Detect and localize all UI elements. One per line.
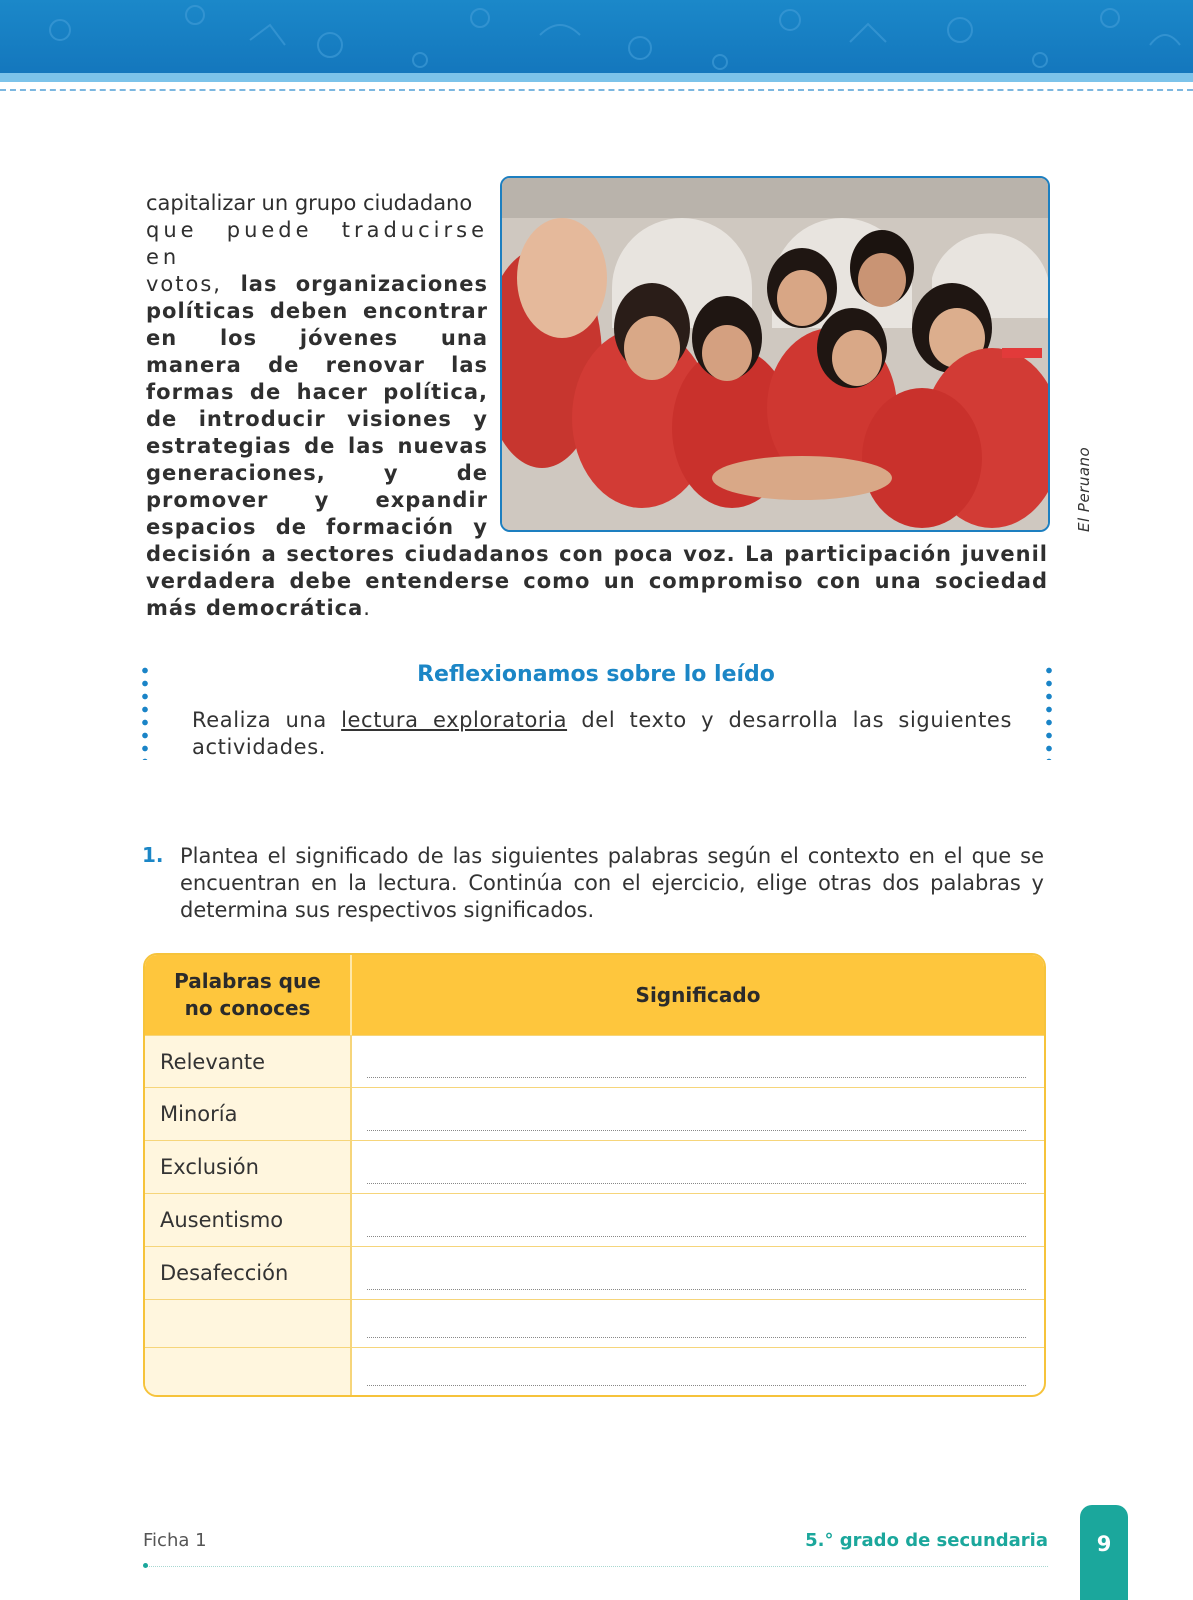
table-row bbox=[145, 1087, 1044, 1141]
passage-end: . bbox=[363, 596, 370, 620]
meaning-answer-line[interactable] bbox=[367, 1337, 1026, 1338]
meaning-answer-line[interactable] bbox=[367, 1130, 1026, 1131]
word-cell: Exclusión bbox=[160, 1155, 259, 1179]
table-row bbox=[145, 1347, 1044, 1396]
photo-container bbox=[500, 176, 1048, 530]
dotted-border-right bbox=[1046, 664, 1052, 760]
word-cell: Desafección bbox=[160, 1261, 289, 1285]
meaning-answer-line[interactable] bbox=[367, 1077, 1026, 1078]
instructions-end: del texto y desarrolla las siguientes actividades. bbox=[192, 708, 1012, 759]
table-row bbox=[145, 1140, 1044, 1194]
instructions-start: Realiza una bbox=[192, 708, 342, 732]
table-row bbox=[145, 1246, 1044, 1300]
footer-ficha: Ficha 1 bbox=[143, 1530, 207, 1551]
question-text: Plantea el significado de las siguientes palabras según el contexto en el que se encuentran en la lectura. Continúa con el ejercicio, elige otras dos palabras y determina sus respectivos significados. bbox=[180, 844, 1044, 922]
footer-grade: 5.° grado de secundaria bbox=[805, 1530, 1048, 1551]
line-3-bold: las organizaciones bbox=[240, 272, 488, 296]
header-meaning: Significado bbox=[352, 955, 1044, 1035]
section-instructions bbox=[192, 707, 1012, 761]
table-row bbox=[145, 1299, 1044, 1348]
line-1: capitalizar un grupo ciudadano bbox=[146, 191, 473, 215]
top-banner bbox=[0, 0, 1193, 73]
table-row bbox=[145, 1193, 1044, 1247]
credit-source: El Peruano bbox=[1075, 446, 1093, 532]
footer-dot bbox=[143, 1563, 148, 1568]
question-number: 1. bbox=[142, 843, 164, 867]
meaning-answer-line[interactable] bbox=[367, 1385, 1026, 1386]
banner-strip bbox=[0, 73, 1193, 82]
meaning-answer-line[interactable] bbox=[367, 1289, 1026, 1290]
bold-passage: políticas deben encontrar en los jóvenes una manera de renovar las formas de hacer política, de introducir visiones y estrategias de las nuevas generaciones, y de promover y expandir espacios de formación y decisión a sectores ciudadanos con poca voz. La participación juvenil verdadera debe entenderse como un compromiso con una sociedad más democrática bbox=[146, 299, 1048, 620]
line-2: que puede traducirse en bbox=[146, 218, 488, 269]
word-cell: Relevante bbox=[160, 1050, 266, 1074]
table-row bbox=[145, 1035, 1044, 1088]
doodle-pattern bbox=[0, 0, 1193, 73]
article-paragraph bbox=[146, 190, 1048, 622]
lectura-exploratoria-term: lectura exploratoria bbox=[341, 708, 568, 732]
word-cell: Ausentismo bbox=[160, 1208, 284, 1232]
meaning-answer-line[interactable] bbox=[367, 1236, 1026, 1237]
photo-credit bbox=[1053, 190, 1093, 532]
group-photo bbox=[500, 176, 1050, 532]
page-number-tab bbox=[1080, 1505, 1128, 1600]
meaning-answer-line[interactable] bbox=[367, 1183, 1026, 1184]
word-cell: Minoría bbox=[160, 1102, 238, 1126]
vocabulary-table bbox=[143, 953, 1046, 1397]
line-3-plain: votos, bbox=[146, 272, 241, 296]
section-title: Reflexionamos sobre lo leído bbox=[417, 662, 775, 687]
banner-dashed-divider bbox=[0, 89, 1193, 91]
page-number: 9 bbox=[1096, 1532, 1112, 1556]
footer-divider bbox=[145, 1566, 1048, 1567]
header-words: Palabras que no conoces bbox=[145, 955, 350, 1035]
